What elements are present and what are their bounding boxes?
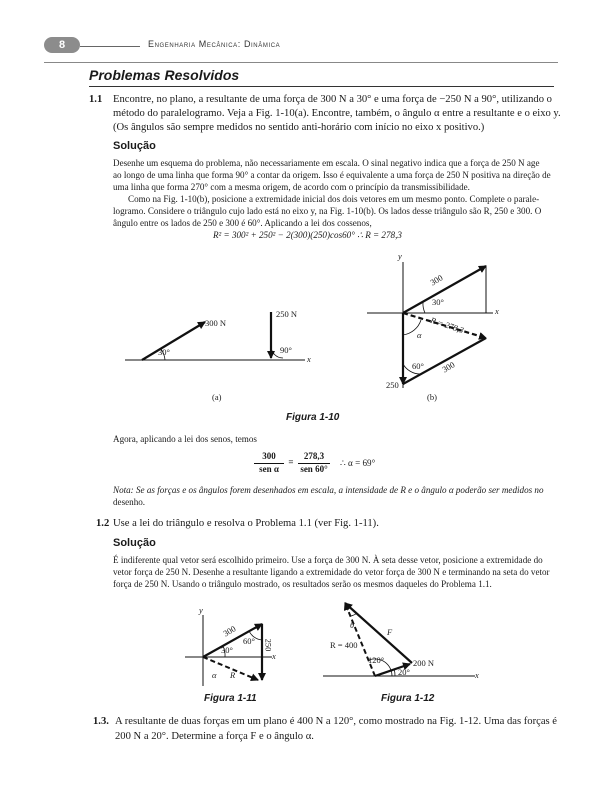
fraction-numerator: 278,3 — [303, 451, 325, 461]
problem-number: 1.2 — [96, 518, 110, 529]
label-x-axis: x — [307, 354, 311, 364]
figure-caption: Figura 1-10 — [286, 412, 340, 423]
label-90deg: 90° — [280, 345, 292, 355]
label-300-bottom: 300 — [440, 359, 457, 375]
label-x-b: x — [495, 306, 499, 316]
fraction-denominator: sen 60° — [300, 464, 328, 474]
problem-text-line: (Os ângulos são sempre medidos no sentido anti-horário com início no eixo x positivo.) — [113, 122, 485, 133]
figure-caption-12: Figura 1-12 — [381, 693, 435, 704]
note-line: desenho. — [113, 497, 146, 507]
label-y: y — [398, 251, 402, 261]
solution-line: ao longo de uma linha que forma 90° a contar da origem. Isso é equivalente a uma força de 250 N positiva na direção de — [113, 170, 551, 180]
label-R400: R = 400 — [330, 640, 358, 650]
label-30deg: 30° — [158, 347, 170, 357]
solution-line: Como na Fig. 1-10(b), posicione a extremidade inicial dos dois vetores em um mesmo ponto. Complete o parale- — [128, 194, 540, 204]
label-300-11: 300 — [221, 623, 238, 639]
label-x-12: x — [475, 670, 479, 680]
sine-result: ∴ α = 69° — [340, 458, 376, 468]
label-60-11: 60° — [243, 636, 255, 646]
solution-line: Desenhe um esquema do problema, não necessariamente em escala. O sinal negativo indica que a força de 250 N age — [113, 158, 540, 168]
label-200N: 200 N — [413, 658, 435, 668]
label-300N: 300 N — [205, 318, 227, 328]
solution-line: força de 250 N. Usando o triângulo mostrado, os resultados serão os mesmos daqueles do Problema 1.1. — [113, 579, 492, 589]
problem-text-line: 200 N a 20°. Determine a força F e o ângulo α. — [115, 731, 314, 742]
label-250: 250 — [386, 380, 399, 390]
solution-heading: Solução — [113, 537, 156, 549]
note-line: Nota: Se as forças e os ângulos forem desenhados em escala, a intensidade de R e o ângulo α poderão ser medidos no — [113, 485, 544, 495]
label-y-11: y — [199, 605, 203, 615]
label-R-11: R — [230, 670, 236, 680]
problem-text-line: Use a lei do triângulo e resolva o Problema 1.1 (ver Fig. 1-11). — [113, 518, 379, 529]
label-F: F — [387, 627, 393, 637]
equals-sign: = — [288, 457, 294, 467]
running-head: Engenharia Mecânica: Dinâmica — [148, 39, 281, 49]
solution-line: ângulo entre os lados de 250 e 300 é 60°. Aplicando a lei dos cossenos, — [113, 218, 372, 228]
label-250-11: 250 — [263, 638, 274, 652]
cosine-law-equation: R² = 300² + 250² − 2(300)(250)cos60° ∴ R = 278,3 — [213, 230, 402, 240]
problem-text-line: A resultante de duas forças em um plano é 400 N a 120°, como mostrado na Fig. 1-12. Uma das forças é — [115, 716, 557, 727]
label-60: 60° — [412, 361, 424, 371]
angle-arc-theta — [351, 613, 357, 616]
problem-number: 1.3. — [93, 716, 109, 727]
solution-line: É indiferente qual vetor será escolhido primeiro. Use a força de 300 N. À seta desse vetor, posicione a extremidade do — [113, 555, 543, 565]
label-alpha: α — [417, 330, 422, 340]
caption-b: (b) — [427, 392, 437, 402]
label-300-top: 300 — [428, 272, 445, 288]
label-20: 20° — [398, 667, 410, 677]
solution-heading: Solução — [113, 140, 156, 152]
label-30-b: 30° — [432, 297, 444, 307]
label-30-11: 30° — [221, 645, 233, 655]
label-120: 120° — [368, 655, 385, 665]
solution-line: logramo. Considere o triângulo cujo lado está no eixo y, na Fig. 1-10(b). Os lados desse triângulo são R, 250 e 300. O — [113, 206, 542, 216]
problem-number: 1.1 — [89, 94, 103, 105]
page-number: 8 — [44, 37, 80, 53]
sine-law-intro: Agora, aplicando a lei dos senos, temos — [113, 434, 257, 444]
solution-line: uma linha que forma 270° com a mesma origem, de acordo com o princípio da transmissibilidade. — [113, 182, 470, 192]
section-title: Problemas Resolvidos — [89, 67, 240, 83]
caption-a: (a) — [212, 392, 222, 402]
fraction-denominator: sen α — [259, 464, 279, 474]
problem-text-line: Encontre, no plano, a resultante de uma força de 300 N a 30° e uma força de −250 N a 90°, utilizando o — [113, 94, 552, 105]
solution-line: vetor força de 250 N. Desenhe a resultante ligando a extremidade do vetor força de 300 N e terminando na seta do vetor — [113, 567, 550, 577]
label-250N: 250 N — [276, 309, 298, 319]
label-alpha-11: α — [212, 670, 217, 680]
label-R: R = 278,3 — [429, 314, 466, 336]
problem-text-line: método do paralelogramo. Veja a Fig. 1-10(a). Encontre, também, o ângulo α entre a resultante e o eixo y. — [113, 108, 561, 119]
label-x-11: x — [272, 651, 276, 661]
label-theta: θ — [350, 620, 355, 630]
figure-caption-11: Figura 1-11 — [204, 693, 257, 704]
force-F — [345, 603, 412, 663]
fraction-numerator: 300 — [262, 451, 276, 461]
